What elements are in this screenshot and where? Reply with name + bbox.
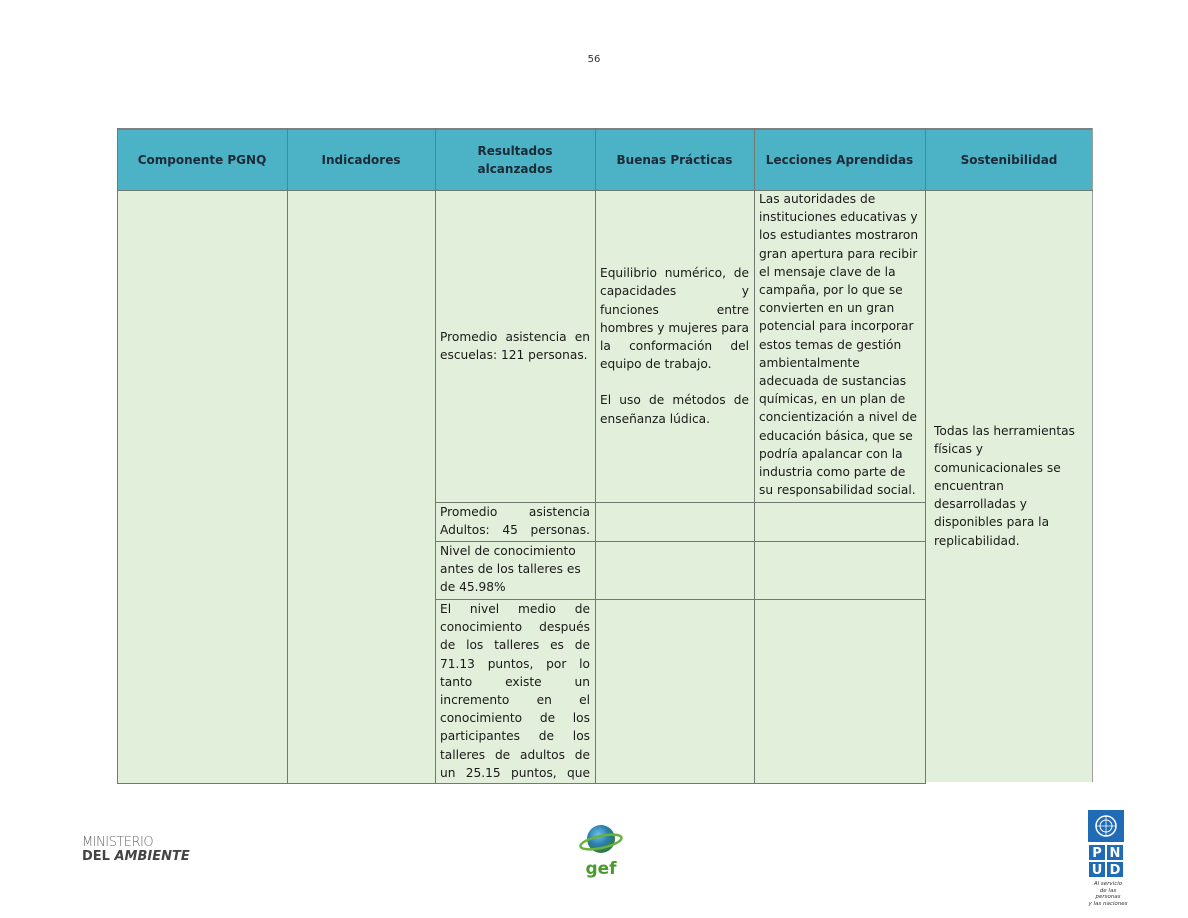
page-number: 56 [587,54,601,65]
resultados-text: Nivel de conocimiento antes de los talleres es de 45.98% [440,544,581,595]
header-buenas-practicas: Buenas Prácticas [595,128,754,190]
resultados-text: Promedio asistencia Adultos: 45 personas. [440,505,590,538]
buenas-practicas-text-2: El uso de métodos de enseñanza lúdica. [600,393,749,426]
cell-lecciones-row3 [754,541,925,599]
cell-indicadores [287,190,435,784]
lecciones-text: Las autoridades de instituciones educativas y los estudiantes mostraron gran apertura para recibir el mensaje clave de la campaña, por lo que se convierten en un gran potencial para incorporar estos temas de gestión ambientalmente adecuada de sustancias químicas, en un plan de concientización a nivel de educación básica, que se podría apalancar con la industria como parte de su responsabilidad social. [759,192,919,498]
resultados-text: El nivel medio de conocimiento después de los talleres es de 71.13 puntos, por lo tanto existe un incremento en el conocimiento de los participantes de los talleres de adultos de un 25.15 puntos, que [440,602,590,780]
cell-lecciones-row1 [754,190,925,502]
cell-componente [117,190,287,784]
cell-buenas-practicas-row1 [595,190,754,502]
cell-resultados-row3 [435,541,595,599]
cell-sostenibilidad [925,190,1093,782]
results-table [117,128,1093,784]
ministerio-ambiente-logo: MINISTERIO DEL AMBIENTE [82,835,190,864]
header-lecciones: Lecciones Aprendidas [754,128,925,190]
header-resultados: Resultados alcanzados [435,128,595,190]
cell-buenas-practicas-row3 [595,541,754,599]
un-emblem-icon [1093,813,1119,839]
cell-resultados-row1 [435,190,595,502]
cell-buenas-practicas-row4 [595,599,754,784]
globe-icon [578,822,624,856]
cell-lecciones-row2 [754,502,925,541]
header-indicadores: Indicadores [287,128,435,190]
resultados-text: Promedio asistencia en escuelas: 121 personas. [440,329,590,362]
header-componente: Componente PGNQ [117,128,287,190]
pnud-logo: P N U D Al servicio de las personas y las naciones [1088,810,1126,907]
sostenibilidad-text: Todas las herramientas físicas y comunicacionales se encuentran desarrolladas y disponibles para la replicabilidad. [934,424,1075,548]
cell-lecciones-row4 [754,599,925,784]
gef-logo: gef [578,822,624,874]
cell-resultados-row4 [435,599,595,784]
cell-resultados-row2 [435,502,595,541]
buenas-practicas-text-1: Equilibrio numérico, de capacidades y funciones entre hombres y mujeres para la conformación del equipo de trabajo. [600,266,749,372]
cell-buenas-practicas-row2 [595,502,754,541]
header-sostenibilidad: Sostenibilidad [925,128,1093,190]
pnud-tagline: Al servicio de las personas y las naciones [1088,881,1128,907]
